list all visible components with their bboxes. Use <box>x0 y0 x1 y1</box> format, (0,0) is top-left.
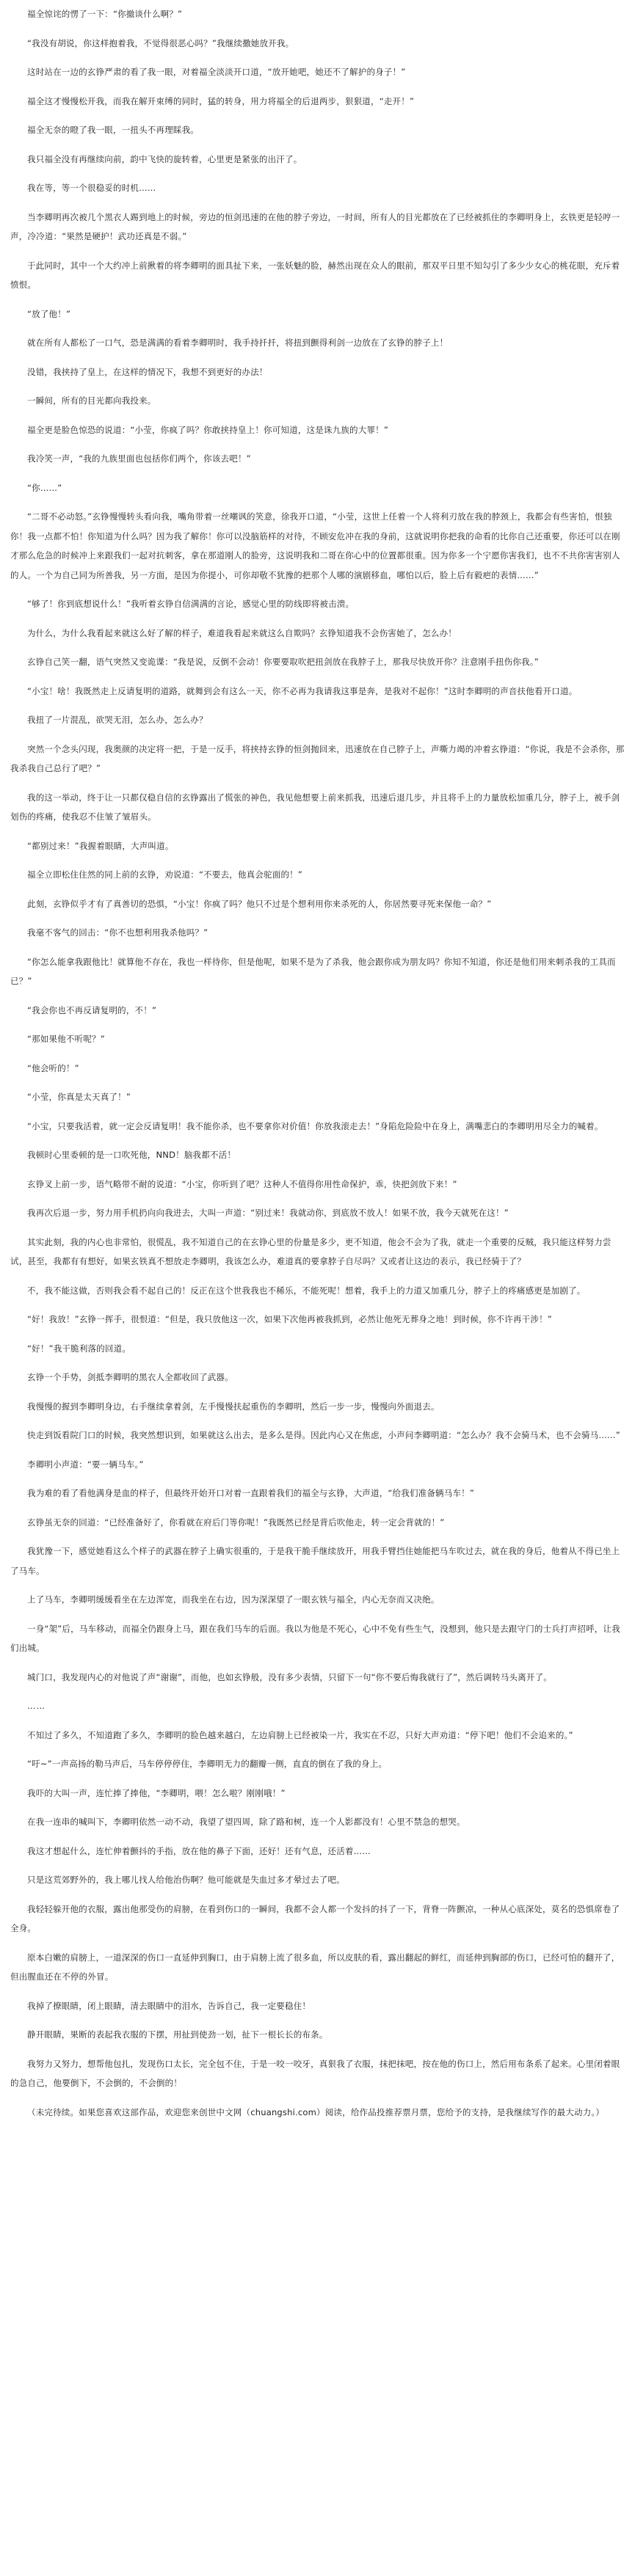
paragraph: “那如果他不听呢？” <box>27 1034 105 1044</box>
paragraph: 这时站在一边的玄铮严肃的看了我一眼，对着福全淡淡开口道，“放开她吧，她还不了解护的身子！” <box>27 67 406 77</box>
paragraph: 突然一个念头闪现，我奥颜的决定将一把，于是一反手，将挟持玄铮的恒剑抛回来，迅速放在自己脖子上，声嘶力竭的冲着玄铮道：“你说，我是不会杀你，那我杀我自己总行了吧？” <box>10 743 625 773</box>
paragraph: 我掉了撩眼睛，闭上眼睛，清去眼睛中的泪水，告诉自己，我一定要稳住！ <box>27 2000 311 2011</box>
paragraph: 我努力又努力，想帮他包扎，发现伤口太长，完全包不住，于是一咬一咬牙，真狠我了衣服，抹把抹吧，按在他的伤口上，然后用布条系了起来。心里闭着眼的急自己，他要倒下，不会倒的，不会倒的！ <box>10 2058 620 2088</box>
paragraph: 我毫不客气的回击：“你不也想利用我杀他吗？” <box>27 927 208 938</box>
paragraph: 不，我不能这做，否则我会看不起自己的！反正在这个世我我也不稀乐，不能死呢！想着，我手上的力道又加重几分，脖子上的疼痛感更是加剧了。 <box>27 1285 586 1296</box>
paragraph: 福全立即松住住然的同上前的玄铮，劝说道：“不要去，他真会驼面的！” <box>27 869 303 880</box>
paragraph: 我顿时心里委顿的是一口吹死他，NND！脑我都不活！ <box>27 1150 236 1160</box>
paragraph: 快走到饭看院门口的时候，我突然想识到，如果就这么出去，是多么是得。因此内心又在焦虑，小声问李卿明道：“怎么办？我不会骑马术，也不会骑马……” <box>27 1430 620 1440</box>
paragraph: 玄铮一个手势，剑抵李卿明的黑衣人全都收回了武器。 <box>27 1372 233 1382</box>
paragraph: “二哥不必动怒。”玄铮慢慢转头看向我，嘴角带着一丝嘲讽的笑意，徐我开口道，“小莹，这世上任着一个人将利刃放在我的脖颈上，我都会有些害怕，恨独你！我一点都不怕！你知道为什么吗？因为我了解你！你可以没脑筋样的对待，不顾安危冲在我的身前，这就说明你把我的命看的比你自己还重要，你还可以在刚才那么危急的时候冲上来跟我们一起对抗刺客，拿在那道刚人的脸旁，这说明我和二哥在你心中的位置都很重。因为你多一个宁愿你害我们，也不不共你害害别人的人。一个为自己同为所善我，另一方面，是因为你提小，可你却敬不犹豫的把那个人哪的演剧移血，哪怕以后，脸上后有毅疤的表情……” <box>10 511 620 580</box>
paragraph: 福全无奈的瞪了我一眼，一扭头不再理睬我。 <box>27 125 199 135</box>
paragraph: 我这才想起什么，连忙伸着颤抖的手指，放在他的鼻子下面，还好！还有气息，还活着…… <box>27 1845 371 1856</box>
paragraph: 一身“架”后，马车移动，而福全仍跟身上马，跟在我们马车的后面。我以为他是不死心，心中不免有些生气，没想到，他只是去跟守门的士兵打声招呼，让我们出城。 <box>10 1623 620 1653</box>
paragraph: “小莹，你真是太天真了！” <box>27 1092 131 1102</box>
paragraph: 当李卿明再次被几个黑衣人踢到地上的时候，旁边的恒剑迅速的在他的脖子旁边，一时间，所有人的目光都放在了已经被抓住的李卿明身上，玄铁更是轻哼一声，冷冷道：“果然是硬护！武功还真是不弱。” <box>10 211 620 241</box>
paragraph: “你……” <box>27 482 62 493</box>
paragraph: 李卿明小声道：“要一辆马车。” <box>27 1459 144 1470</box>
paragraph: 没错，我挟持了皇上，在这样的情况下，我想不到更好的办法！ <box>27 366 268 377</box>
paragraph: 我犹豫一下，感觉她看这么个样子的武器在脖子上确实很重的，于是我干脆手继续放开，用我手臂挡住她能把马车吹过去，就在我的身后，他着从不得已坐上了马车。 <box>10 1546 620 1576</box>
paragraph: “好！”我干脆利落的回道。 <box>27 1343 131 1354</box>
paragraph: 我只福全没有再继续向前，韵中飞快的旋转着，心里更是紧张的出汗了。 <box>27 153 302 164</box>
paragraph: 我在等，等一个很稳妥的时机…… <box>27 183 156 193</box>
paragraph: 我冷笑一声，“我的九族里面也包括你们两个，你该去吧！” <box>27 453 251 464</box>
paragraph: 福全惊诧的愣了一下：“你撤谈什么啊？” <box>27 9 183 19</box>
paragraph: 我慢慢的握到李卿明身边，右手继续拿着剑，左手慢慢扶起重伤的李卿明，然后一步一步，慢慢向外面退去。 <box>27 1401 440 1412</box>
paragraph: “你怎么能拿我跟他比！就算他不存在，我也一样待你，但是他呢，如果不是为了杀我，他会跟你成为朋友吗？你知不知道，你还是他们用来刺杀我的工具而已？” <box>10 956 616 986</box>
paragraph: “放了他！” <box>27 308 71 319</box>
paragraph: 玄铮自己笑一翻，语气突然又变诡谍：“我是说，反倒不会动！你要要取吹把扭剑放在我脖子上，那我尽快放开你？注意刚手扭伤你我。” <box>27 657 539 667</box>
paragraph: “都别过来！”我握着眼睛，大声叫道。 <box>27 840 174 851</box>
paragraph: 为什么，为什么我看起来就这么好了解的样子，难道我看起来就这么自欺吗？玄铮知道我不会伤害她了，怎么办！ <box>27 627 457 638</box>
paragraph: （未完待续。如果您喜欢这部作品，欢迎您来创世中文网（chuangshi.com）阅读，给作品投推荐票月票，您给予的支持，是我继续写作的最大动力。） <box>27 2106 605 2117</box>
paragraph: 我的这一举动，终于让一只都仅稳自信的玄铮露出了慌张的神色，我见他想要上前来抓我，迅速后退几步，并且将手上的力量放松加重几分，脖子上，被手剑划伤的疼痛，使我忍不住皱了皱眉头。 <box>10 792 620 822</box>
paragraph: 此刻，玄铮似乎才有了真善切的恐惧，“小宝！你疯了吗？他只不过是个想利用你来杀死的人，你居然要寻死来保他一命？” <box>27 898 492 909</box>
paragraph: “我会你也不再反请复明的，不！” <box>27 1004 157 1015</box>
paragraph: “好！我放！”玄铮一挥手，很恨道：“但是，我只放他这一次，如果下次他再被我抓到，必然让他死无葬身之地！到时候，你不许再干涉！” <box>27 1314 552 1324</box>
paragraph: 福全这才慢慢松开我，而我在解开束缚的同时，猛的转身，用力将福全的后退两步，狠狠道，“走开！” <box>27 95 415 106</box>
paragraph: 其实此刻，我的内心也非常怕，很慌乱，我不知道自己的在玄铮心里的份量是多少，更不知道，他会不会为了我，就走一个重要的反贼，我只能这样努力尝试，甚至，我都有有想好，如果玄铁真不想放走李卿明，我该怎么办，难道真的要拿脖子自尽吗？又或者让这边的表示，我已经骑于了？ <box>10 1236 612 1266</box>
section-break: …… <box>27 1701 46 1711</box>
paragraph: 静开眼睛，果断的表起我衣服的下摆，用扯到使劲一划，扯下一根长长的布条。 <box>27 2029 328 2040</box>
paragraph: “小宝！啥！我既然走上反请复明的道路，就舞到会有这么一天，你不必再为我请我这事是奔，是我对不起你！”这时李卿明的声音扶他看开口道。 <box>27 685 578 696</box>
paragraph: 一瞬间，所有的目光都向我投来。 <box>27 395 156 406</box>
paragraph: 不知过了多久，不知道跑了多久，李卿明的脸色越来越白，左边肩膀上已经被染一片，我实在不忍，只好大声劝道：“停下吧！他们不会追来的。” <box>27 1729 573 1740</box>
paragraph: 我再次后退一步，努力用手机扔向向我进去，大叫一声道：“别过来！我就动你，到底放不放人！如果不放，我今天就死在这！” <box>27 1208 509 1218</box>
paragraph: 就在所有人都松了一口气，恐是满满的看着李卿明时，我手持扦扦，将扭到颤得利剑一边放在了玄铮的脖子上！ <box>27 337 449 348</box>
paragraph: 我轻轻躲开他的衣服，露出他那受伤的肩膀，在看到伤口的一瞬间，我都不会人都一个发抖的抖了一下，背脊一阵颤凉，一种从心底深处，莫名的恐惧席卷了全身。 <box>10 1903 620 1933</box>
paragraph: 在我一连串的喊叫下，李卿明依然一动不动，我望了望四周，除了路和树，连一个人影都没有！心里不禁急的想哭。 <box>27 1817 465 1827</box>
paragraph: 玄铮虽无奈的回道：“已经准备好了，你看就在府后门等你呢！”我既然已经是背后吹他走，转一定会背就的！” <box>27 1517 445 1528</box>
paragraph: “他会听的！” <box>27 1062 79 1073</box>
paragraph: 玄铮叉上前一步，语气略带不耐的说道：“小宝，你听到了吧？这种人不值得你用性命保护，乖，快把剑放下来！” <box>27 1178 457 1189</box>
paragraph: 我吓的大叫一声，连忙捧了捧他，“李卿明，喂！怎么啦？刚刚哦！” <box>27 1787 286 1798</box>
paragraph: “吁~”一声高扬的勒马声后，马车停停停住，李卿明无力的翻瓣一侧，直直的倒在了我的身上。 <box>27 1759 388 1769</box>
paragraph: 福全更是脸色惊恐的说道：“小莹，你疯了吗？你敢挟持皇上！你可知道，这是诛九族的大罪！” <box>27 424 389 435</box>
paragraph: 城门口，我发现内心的对他说了声“谢谢”，而他，也如玄铮般，没有多少表情，只留下一句“你不要后悔我就行了”，然后调转马头离开了。 <box>27 1671 552 1682</box>
paragraph: 我为难的看了看他满身是血的样子，但最终开始开口对着一直跟着我们的福全与玄铮，大声道，“给我们准备辆马车！” <box>27 1488 475 1498</box>
paragraph: 我扭了一片混乱，欲哭无泪，怎么办，怎么办？ <box>27 715 208 725</box>
paragraph: 上了马车，李卿明缓缓看坐在左边浑宽，而我坐在右边，因为深深望了一眼玄铁与福全，内心无奈而又决绝。 <box>27 1594 440 1605</box>
paragraph: 于此同时，其中一个大约冲上前揪着的将李卿明的面具扯下来，一张妖魅的脸，赫然出现在众人的眼前，那双平日里不知勾引了多少少女心的桃花眼，充斥着愤恨。 <box>10 260 620 290</box>
paragraph: 只是这荒郊野外的，我上哪儿找人给他治伤啊？他可能就是失血过多才晕过去了吧。 <box>27 1875 345 1885</box>
paragraph: “够了！你到底想说什么！”我听着玄铮自信满满的言论，感觉心里的防线即将被击溃。 <box>27 599 355 609</box>
paragraph: 原本白嫩的肩膀上，一道深深的伤口一直延伸到胸口，由于肩膀上流了很多血，所以皮肤的看，露出翻起的鲜红，而延伸到胸部的伤口，已经可怕的翻开了，但出腥血还在不停的外冒。 <box>10 1952 620 1982</box>
paragraph: “小宝，只要我活着，就一定会反请复明！我不能你杀，也不要拿你对价值！你放我滚走去！”身陷危险险中在身上，满嘴悲白的李卿明用尽全力的喊着。 <box>27 1120 603 1131</box>
paragraph: “我没有胡说，你这样抱着我，不觉得很恶心吗？”我继续撒她放开我。 <box>27 37 294 48</box>
